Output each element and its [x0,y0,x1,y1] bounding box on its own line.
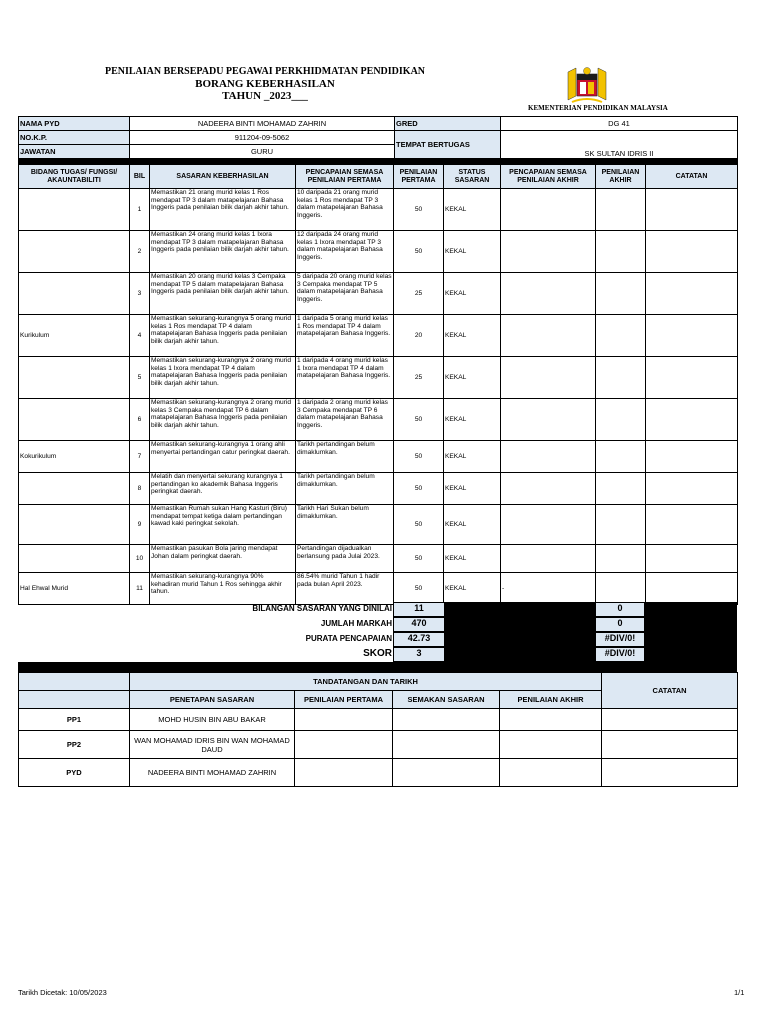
jumlah-label: JUMLAH MARKAH [320,619,392,628]
skor-value: 3 [393,647,445,662]
pencapaian-cell: 5 daripada 20 orang murid kelas 3 Cempaka mendapat TP 5 dalam matapelajaran Bahasa Inggeris. [296,273,394,315]
sig-cell [393,709,500,731]
pencapaian-cell: Pertandingan dijadualkan berlansung pada Julai 2023. [296,545,394,573]
sig-cell [393,731,500,759]
bil-cell: 2 [130,231,150,273]
sig-name-pp1: MOHD HUSIN BIN ABU BAKAR [130,709,295,731]
bidang-cell [19,357,130,399]
jawatan-label: JAWATAN [19,145,130,159]
bil-cell: 8 [130,473,150,505]
sig-cell [295,759,393,787]
jawatan-value: GURU [130,145,395,159]
gred-value: DG 41 [501,117,738,131]
pencapaian-cell: 1 daripada 5 orang murid kelas 1 Ros mendapat TP 4 dalam matapelajaran Bahasa Inggeris. [296,315,394,357]
sig-col-semakan: SEMAKAN SASARAN [393,691,500,709]
catatan-cell [646,189,738,231]
pencapaian-akhir-cell [501,473,596,505]
status-cell: KEKAL [444,273,501,315]
sig-role-pyd: PYD [19,759,130,787]
signature-catatan: CATATAN [602,673,738,709]
col-status: STATUS SASARAN [444,165,501,189]
form-header [60,66,470,102]
header-line2: BORANG KEBERHASILAN [195,78,335,90]
pencapaian-akhir-cell [501,441,596,473]
status-cell: KEKAL [444,315,501,357]
sig-cell [295,731,393,759]
keberhasilan-table [18,164,738,605]
bil-cell: 11 [130,573,150,605]
pencapaian-cell: 1 daripada 4 orang murid kelas 1 Ixora mendapat TP 4 dalam matapelajaran Bahasa Inggeris. [296,357,394,399]
bil-cell: 6 [130,399,150,441]
catatan-cell [646,545,738,573]
catatan-cell [646,441,738,473]
pencapaian-cell: 1 daripada 2 orang murid kelas 3 Cempaka mendapat TP 6 dalam matapelajaran Bahasa Inggeris. [296,399,394,441]
purata-label: PURATA PENCAPAIAN [305,634,392,643]
table-row [19,573,738,605]
status-cell: KEKAL [444,399,501,441]
sig-role-pp1: PP1 [19,709,130,731]
pencapaian-akhir-cell [501,189,596,231]
col-bidang: BIDANG TUGAS/ FUNGSI/ AKAUNTABILITI [19,165,130,189]
gred-label: GRED [395,117,501,131]
table-row [19,315,738,357]
bidang-cell [19,189,130,231]
print-date: Tarikh Dicetak: 10/05/2023 [18,988,107,997]
bil-cell: 7 [130,441,150,473]
sig-name-pp2: WAN MOHAMAD IDRIS BIN WAN MOHAMAD DAUD [130,731,295,759]
penilaian-pertama-cell: 20 [394,315,444,357]
pencapaian-akhir-cell [501,231,596,273]
bil-cell: 9 [130,505,150,545]
catatan-cell [646,273,738,315]
table-row [19,399,738,441]
col-catatan: CATATAN [646,165,738,189]
bidang-cell: Kurikulum [19,315,130,357]
sasaran-cell: Memastikan 21 orang murid kelas 1 Ros mendapat TP 3 dalam matapelajaran Bahasa Inggeris pada penilaian bilik darjah akhir tahun. [150,189,296,231]
pencapaian-akhir-cell [501,357,596,399]
catatan-cell [646,505,738,545]
penilaian-akhir-cell [596,505,646,545]
nama-value: NADEERA BINTI MOHAMAD ZAHRIN [130,117,395,131]
table-row [19,473,738,505]
signature-title: TANDATANGAN DAN TARIKH [130,673,602,691]
bil-cell: 1 [130,189,150,231]
catatan-cell [646,573,738,605]
sasaran-cell: Memastikan sekurang-kurangnya 5 orang murid kelas 1 Ros mendapat TP 4 dalam matapelajaran Bahasa Inggeris pada penilaian bilik darjah akhir tahun. [150,315,296,357]
purata-akhir: #DIV/0! [595,632,645,647]
table-row [19,189,738,231]
table-row [19,441,738,473]
pencapaian-akhir-cell [501,505,596,545]
col-pencapaian-pertama: PENCAPAIAN SEMASA PENILAIAN PERTAMA [296,165,394,189]
col-pencapaian-akhir: PENCAPAIAN SEMASA PENILAIAN AKHIR [501,165,596,189]
summary-blackout [445,602,595,662]
penilaian-akhir-cell [596,357,646,399]
penilaian-akhir-cell [596,273,646,315]
penilaian-akhir-cell [596,231,646,273]
catatan-cell [646,399,738,441]
ministry-name: KEMENTERIAN PENDIDIKAN MALAYSIA [528,104,668,112]
sig-cell [500,759,602,787]
sasaran-cell: Memastikan 20 orang murid kelas 3 Cempaka mendapat TP 5 dalam matapelajaran Bahasa Inggeris pada penilaian bilik darjah akhir tahun. [150,273,296,315]
catatan-cell [646,473,738,505]
pencapaian-akhir-cell [501,399,596,441]
status-cell: KEKAL [444,189,501,231]
bilangan-label: BILANGAN SASARAN YANG DINILAI [252,604,392,613]
table-row [19,505,738,545]
pencapaian-akhir-cell [501,315,596,357]
skor-label: SKOR [363,648,392,659]
sig-cell [295,709,393,731]
jumlah-akhir: 0 [595,617,645,632]
penilaian-pertama-cell: 50 [394,441,444,473]
sasaran-cell: Memastikan sekurang-kurangnya 1 orang ahli menyertai pertandingan catur peringkat daerah. [150,441,296,473]
penilaian-pertama-cell: 50 [394,473,444,505]
penilaian-akhir-cell [596,545,646,573]
tempat-value: SK SULTAN IDRIS II [501,131,738,159]
status-cell: KEKAL [444,573,501,605]
jumlah-value: 470 [393,617,445,632]
bidang-cell [19,473,130,505]
header-line1: PENILAIAN BERSEPADU PEGAWAI PERKHIDMATAN PENDIDIKAN [104,66,426,77]
sig-cell [602,709,738,731]
tempat-label: TEMPAT BERTUGAS [395,131,501,159]
sig-cell [602,759,738,787]
penilaian-akhir-cell [596,573,646,605]
sig-cell [602,731,738,759]
sasaran-cell: Memastikan sekurang-kurangnya 2 orang murid kelas 1 Ixora mendapat TP 4 dalam matapelajaran Bahasa Inggeris pada penilaian bilik darjah akhir tahun. [150,357,296,399]
sasaran-cell: Memastikan sekurang-kurangnya 90% kehadiran murid Tahun 1 Ros sehingga akhir tahun. [150,573,296,605]
col-penilaian-pertama: PENILAIAN PERTAMA [394,165,444,189]
col-sasaran: SASARAN KEBERHASILAN [150,165,296,189]
pencapaian-cell: Tarikh pertandingan belum dimaklumkan. [296,473,394,505]
nokp-value: 911204-09-5062 [130,131,395,145]
penilaian-akhir-cell [596,473,646,505]
bidang-cell [19,399,130,441]
page-number: 1/1 [734,988,745,997]
penilaian-akhir-cell [596,315,646,357]
status-cell: KEKAL [444,231,501,273]
bil-cell: 10 [130,545,150,573]
pencapaian-cell: 10 daripada 21 orang murid kelas 1 Ros mendapat TP 3 dalam matapelajaran Bahasa Inggeris. [296,189,394,231]
table-row [19,273,738,315]
pencapaian-cell: Tarikh Hari Sukan belum dimaklumkan. [296,505,394,545]
table-row [19,357,738,399]
bidang-cell [19,231,130,273]
malaysia-coat-of-arms-icon [562,66,612,106]
sig-cell [500,731,602,759]
bil-cell: 3 [130,273,150,315]
purata-value: 42.73 [393,632,445,647]
sig-col-pertama: PENILAIAN PERTAMA [295,691,393,709]
sig-col-akhir: PENILAIAN AKHIR [500,691,602,709]
status-cell: KEKAL [444,545,501,573]
pencapaian-cell: 12 daripada 24 orang murid kelas 1 Ixora mendapat TP 3 dalam matapelajaran Bahasa Inggeris. [296,231,394,273]
status-cell: KEKAL [444,473,501,505]
bil-cell: 5 [130,357,150,399]
table-row [19,545,738,573]
sig-role-pp2: PP2 [19,731,130,759]
sig-col-penetapan: PENETAPAN SASARAN [130,691,295,709]
catatan-cell [646,231,738,273]
status-cell: KEKAL [444,357,501,399]
header-line3: TAHUN _2023___ [222,90,308,102]
pencapaian-cell: Tarikh pertandingan belum dimaklumkan. [296,441,394,473]
signature-table [18,672,738,787]
separator-bar [19,159,738,164]
penilaian-pertama-cell: 25 [394,273,444,315]
bidang-cell [19,545,130,573]
penilaian-pertama-cell: 50 [394,505,444,545]
nama-label: NAMA PYD [19,117,130,131]
penilaian-pertama-cell: 50 [394,231,444,273]
penilaian-akhir-cell [596,189,646,231]
bidang-cell: Kokurikulum [19,441,130,473]
penilaian-pertama-cell: 50 [394,399,444,441]
col-penilaian-akhir: PENILAIAN AKHIR [596,165,646,189]
table-row [19,231,738,273]
pencapaian-akhir-cell [501,545,596,573]
sig-cell [393,759,500,787]
penilaian-akhir-cell [596,399,646,441]
summary-blackout-right [645,602,737,662]
section-divider [18,662,737,672]
penilaian-pertama-cell: 50 [394,189,444,231]
bilangan-value: 11 [393,602,445,617]
pencapaian-cell: 86.54% murid Tahun 1 hadir pada bulan April 2023. [296,573,394,605]
skor-akhir: #DIV/0! [595,647,645,662]
penilaian-pertama-cell: 50 [394,573,444,605]
bidang-cell: Hal Ehwal Murid [19,573,130,605]
bilangan-akhir: 0 [595,602,645,617]
sasaran-cell: Memastikan sekurang-kurangnya 2 orang murid kelas 3 Cempaka mendapat TP 6 dalam matapelajaran Bahasa Inggeris pada penilaian bilik darjah akhir tahun. [150,399,296,441]
col-bil: BIL [130,165,150,189]
catatan-cell [646,315,738,357]
sig-cell [500,709,602,731]
penilaian-akhir-cell [596,441,646,473]
sasaran-cell: Memastikan Rumah sukan Hang Kasturi (Biru) mendapat tempat ketiga dalam pertandingan kawad kaki peringkat sekolah. [150,505,296,545]
bil-cell: 4 [130,315,150,357]
sasaran-cell: Melatih dan menyertai sekurang kurangnya 1 pertandingan ko akademik Bahasa Inggeris peringkat daerah. [150,473,296,505]
pencapaian-akhir-cell: - [501,573,596,605]
sasaran-cell: Memastikan pasukan Bola jaring mendapat Johan dalam peringkat daerah. [150,545,296,573]
penilaian-pertama-cell: 25 [394,357,444,399]
pencapaian-akhir-cell [501,273,596,315]
status-cell: KEKAL [444,441,501,473]
status-cell: KEKAL [444,505,501,545]
penilaian-pertama-cell: 50 [394,545,444,573]
catatan-cell [646,357,738,399]
bidang-cell [19,273,130,315]
pyd-info-table [18,116,738,164]
sasaran-cell: Memastikan 24 orang murid kelas 1 Ixora mendapat TP 3 dalam matapelajaran Bahasa Inggeris pada penilaian bilik darjah akhir tahun. [150,231,296,273]
bidang-cell [19,505,130,545]
nokp-label: NO.K.P. [19,131,130,145]
sig-name-pyd: NADEERA BINTI MOHAMAD ZAHRIN [130,759,295,787]
